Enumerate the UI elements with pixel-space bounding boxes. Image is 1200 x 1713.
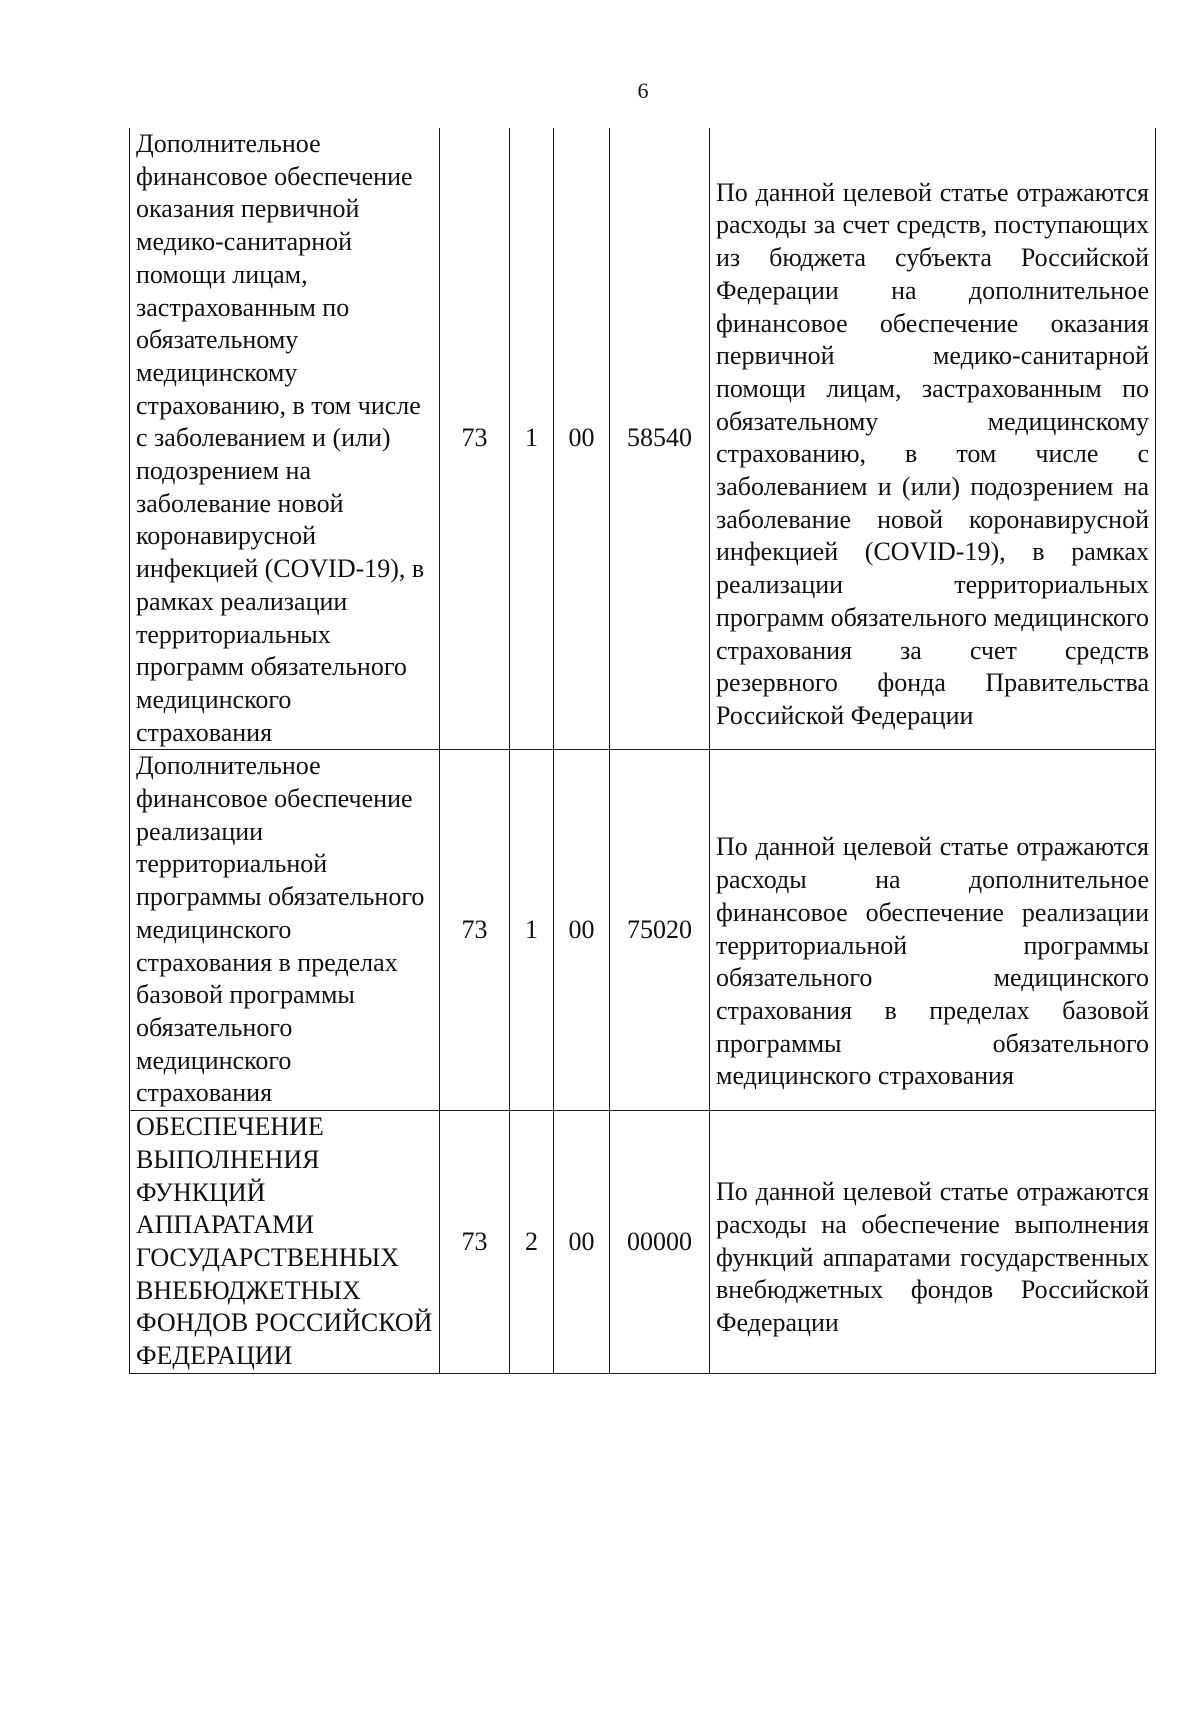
- subprogram-code: 1: [510, 128, 554, 750]
- direction-code: 75020: [610, 750, 710, 1111]
- main-activity-code: 00: [554, 750, 610, 1111]
- target-item-name: ОБЕСПЕЧЕНИЕ ВЫПОЛНЕНИЯ ФУНКЦИЙ АППАРАТАМИ ГОСУДАРСТВЕННЫХ ВНЕБЮДЖЕТНЫХ ФОНДОВ РОССИЙСКОЙ ФЕДЕРАЦИИ: [130, 1111, 440, 1374]
- program-code: 73: [440, 1111, 510, 1374]
- main-activity-code: 00: [554, 1111, 610, 1374]
- direction-code: 58540: [610, 128, 710, 750]
- program-code: 73: [440, 128, 510, 750]
- table-row: [130, 128, 1156, 750]
- table-row: [130, 1111, 1156, 1374]
- direction-code: 00000: [610, 1111, 710, 1374]
- table-row: [130, 750, 1156, 1111]
- target-item-description: По данной целевой статье отражаются расходы на обеспечение выполнения функций аппаратами государственных внебюджетных фондов Российской Федерации: [710, 1111, 1156, 1374]
- target-item-name: Дополнительное финансовое обеспечение реализации территориальной программы обязательного медицинского страхования в пределах базовой программы обязательного медицинского страхования: [130, 750, 440, 1111]
- subprogram-code: 2: [510, 1111, 554, 1374]
- subprogram-code: 1: [510, 750, 554, 1111]
- target-item-description: По данной целевой статье отражаются расходы на дополнительное финансовое обеспечение реализации территориальной программы обязательного медицинского страхования в пределах базовой программы обязательного медицинского страхования: [710, 750, 1156, 1111]
- program-code: 73: [440, 750, 510, 1111]
- main-activity-code: 00: [554, 128, 610, 750]
- target-item-name: Дополнительное финансовое обеспечение оказания первичной медико-санитарной помощи лицам, застрахованным по обязательному медицинскому страхованию, в том числе с заболеванием и (или) подозрением на заболевание новой коронавирусной инфекцией (COVID-19), в рамках реализации территориальных программ обязательного медицинского страхования: [130, 128, 440, 750]
- budget-classification-table: [129, 128, 1156, 1374]
- target-item-description: По данной целевой статье отражаются расходы за счет средств, поступающих из бюджета субъекта Российской Федерации на дополнительное финансовое обеспечение оказания первичной медико-санитарной помощи лицам, застрахованным по обязательному медицинскому страхованию, в том числе с заболеванием и (или) подозрением на заболевание новой коронавирусной инфекцией (COVID-19), в рамках реализации территориальных программ обязательного медицинского страхования за счет средств резервного фонда Правительства Российской Федерации: [710, 128, 1156, 750]
- page-number: 6: [637, 78, 649, 103]
